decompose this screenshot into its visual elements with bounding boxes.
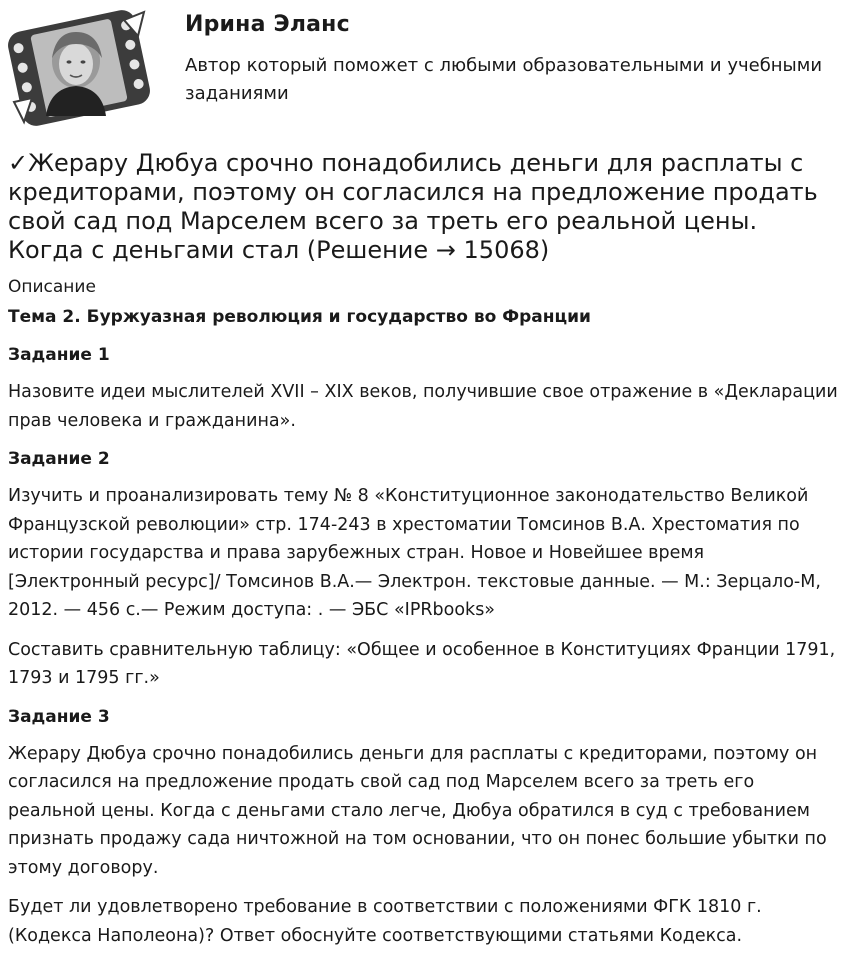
- task-paragraph: Составить сравнительную таблицу: «Общее и особенное в Конституциях Франции 1791, 1793 и 1795 гг.»: [8, 639, 836, 688]
- page-title-text: Жерару Дюбуа срочно понадобились деньги для расплаты с кредиторами, поэтому он согласился на предложение продать свой сад под Марселем всего за треть его реальной цены. Когда с деньгами стал (Решение → 15068): [8, 149, 818, 264]
- author-bio: Автор который поможет с любыми образовательными и учебными заданиями: [185, 55, 823, 104]
- task-heading: Задание 2: [8, 449, 110, 469]
- author-name[interactable]: Ирина Эланс: [185, 12, 350, 37]
- task-3: [8, 704, 840, 951]
- description-label: Описание: [8, 277, 96, 297]
- task-paragraph: Назовите идеи мыслителей XVII – XIX веков, получившие свое отражение в «Декларации прав человека и гражданина».: [8, 382, 838, 431]
- author-avatar[interactable]: [6, 6, 152, 130]
- task-1: [8, 342, 840, 435]
- topic-heading: Тема 2. Буржуазная революция и государство во Франции: [8, 307, 591, 327]
- task-paragraph: Жерару Дюбуа срочно понадобились деньги для расплаты с кредиторами, поэтому он согласился на предложение продать свой сад под Марселем всего за треть его реальной цены. Когда с деньгами стало легче, Дюбуа обратился в суд с требованием признать продажу сада ничтожной на том основании, что он понес большие убытки по этому договору.: [8, 743, 827, 878]
- task-paragraph: Изучить и проанализировать тему № 8 «Конституционное законодательство Великой Французской революции» стр. 174-243 в хрестоматии Томсинов В.А. Хрестоматия по истории государства и права зарубежных стран. Новое и Новейшее время [Электронный ресурс]/ Томсинов В.А.— Электрон. текстовые данные. — М.: Зерцало-М, 2012. — 456 с.— Режим доступа: . — ЭБС «IPRbooks»: [8, 486, 821, 620]
- checkmark-icon: ✓: [8, 149, 29, 177]
- task-heading: Задание 1: [8, 345, 110, 365]
- page-title: [8, 149, 840, 265]
- task-paragraph: Будет ли удовлетворено требование в соответствии с положениями ФГК 1810 г. (Кодекса Наполеона)? Ответ обоснуйте соответствующими статьями Кодекса.: [8, 897, 762, 946]
- task-heading: Задание 3: [8, 706, 110, 727]
- description-section: [8, 274, 840, 961]
- task-2: [8, 446, 840, 693]
- author-header: [0, 0, 847, 140]
